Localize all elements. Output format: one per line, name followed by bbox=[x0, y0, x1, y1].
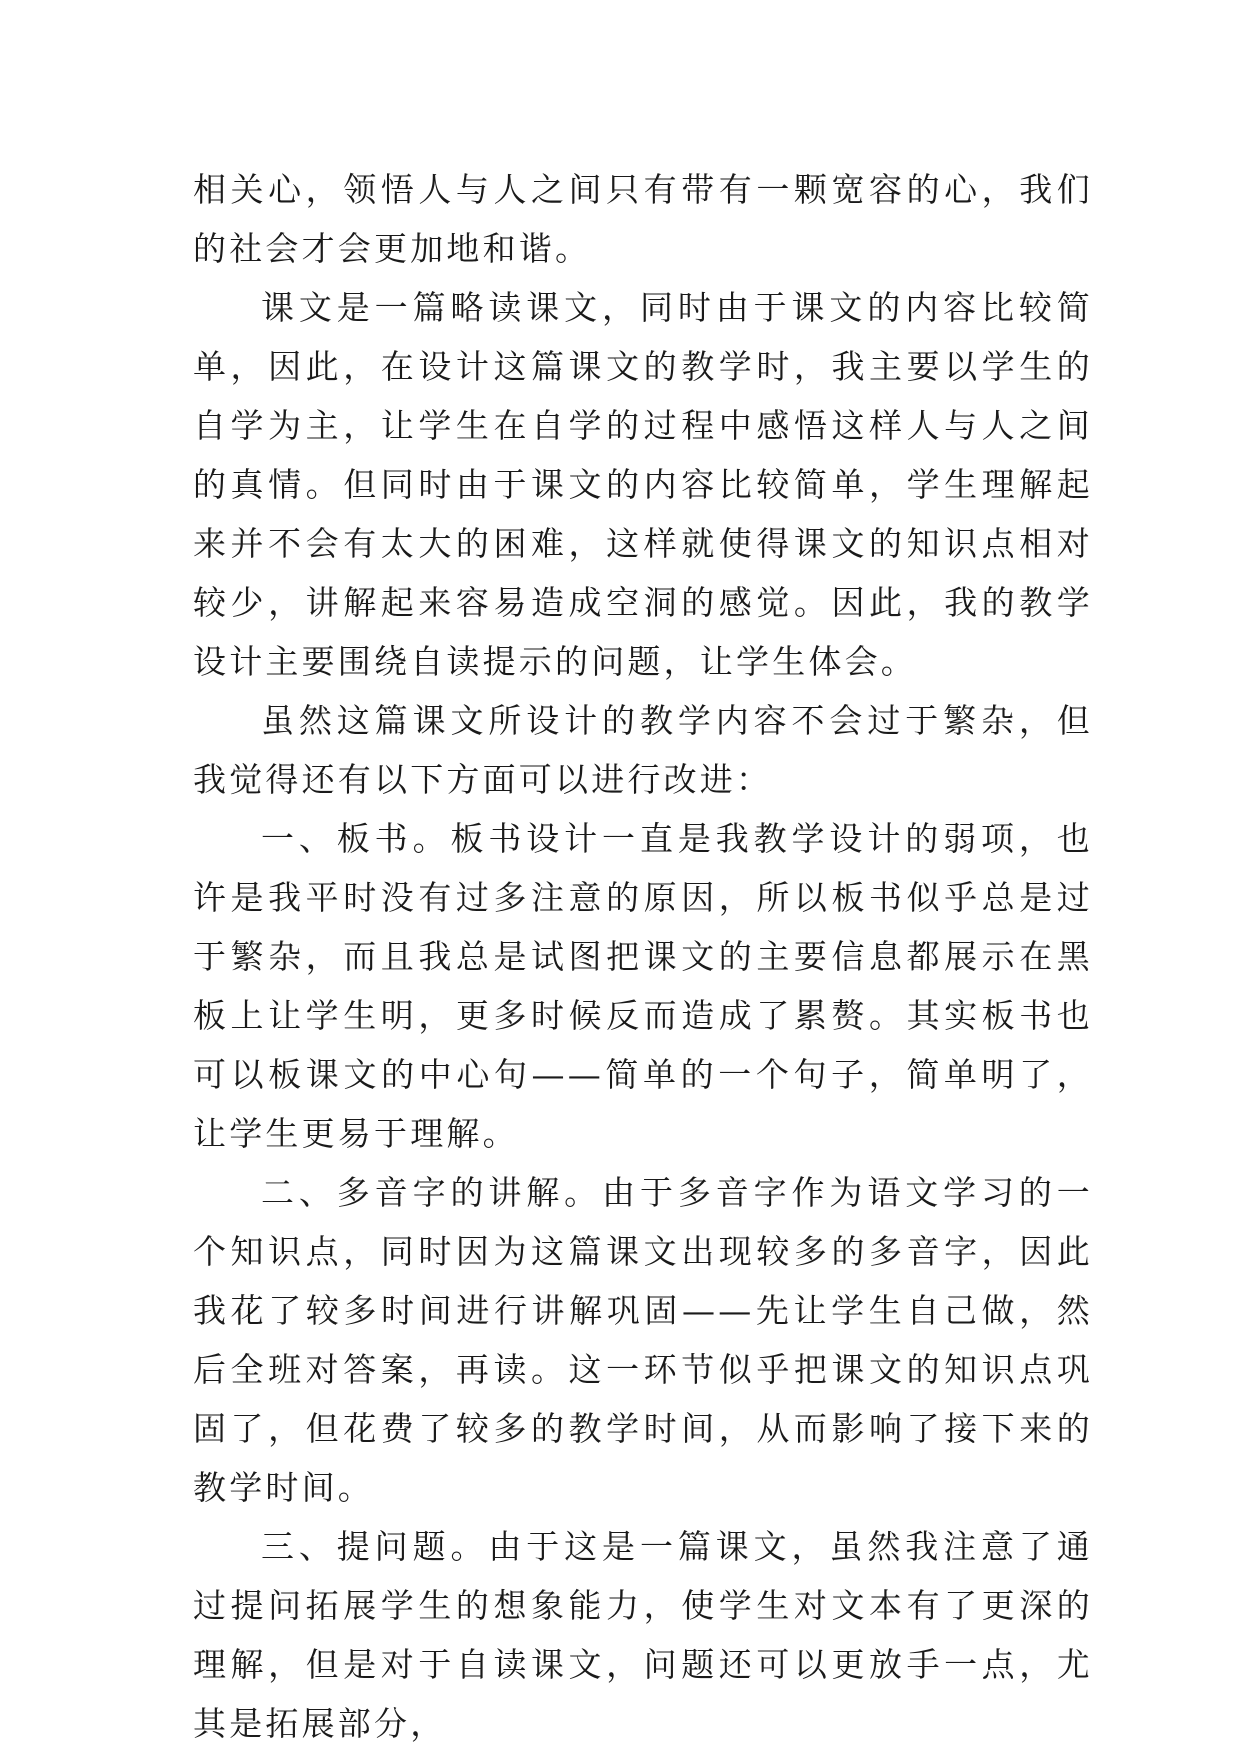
paragraph-point-polyphones: 二、多音字的讲解。由于多音字作为语文学习的一个知识点，同时因为这篇课文出现较多的多音字，因此我花了较多时间进行讲解巩固——先让学生自己做，然后全班对答案，再读。这一环节似乎把课文的知识点巩固了，但花费了较多的教学时间，从而影响了接下来的教学时间。 bbox=[193, 1173, 1093, 1507]
paragraph-lesson-overview: 课文是一篇略读课文，同时由于课文的内容比较简单，因此，在设计这篇课文的教学时，我主要以学生的自学为主，让学生在自学的过程中感悟这样人与人之间的真情。但同时由于课文的内容比较简单，学生理解起来并不会有太大的困难，这样就使得课文的知识点相对较少，讲解起来容易造成空洞的感觉。因此，我的教学设计主要围绕自读提示的问题，让学生体会。 bbox=[193, 288, 1093, 681]
document-body bbox=[193, 160, 1093, 1753]
paragraph-point-questions: 三、提问题。由于这是一篇课文，虽然我注意了通过提问拓展学生的想象能力，使学生对文本有了更深的理解，但是对于自读课文，问题还可以更放手一点，尤其是拓展部分， bbox=[193, 1527, 1093, 1743]
paragraph-point-blackboard: 一、板书。板书设计一直是我教学设计的弱项，也许是我平时没有过多注意的原因，所以板书似乎总是过于繁杂，而且我总是试图把课文的主要信息都展示在黑板上让学生明，更多时候反而造成了累赘。其实板书也可以板课文的中心句——简单的一个句子，简单明了，让学生更易于理解。 bbox=[193, 819, 1093, 1153]
paragraph-improvements-intro: 虽然这篇课文所设计的教学内容不会过于繁杂，但我觉得还有以下方面可以进行改进： bbox=[193, 701, 1093, 799]
paragraph-continuation: 相关心，领悟人与人之间只有带有一颗宽容的心，我们的社会才会更加地和谐。 bbox=[193, 170, 1093, 268]
